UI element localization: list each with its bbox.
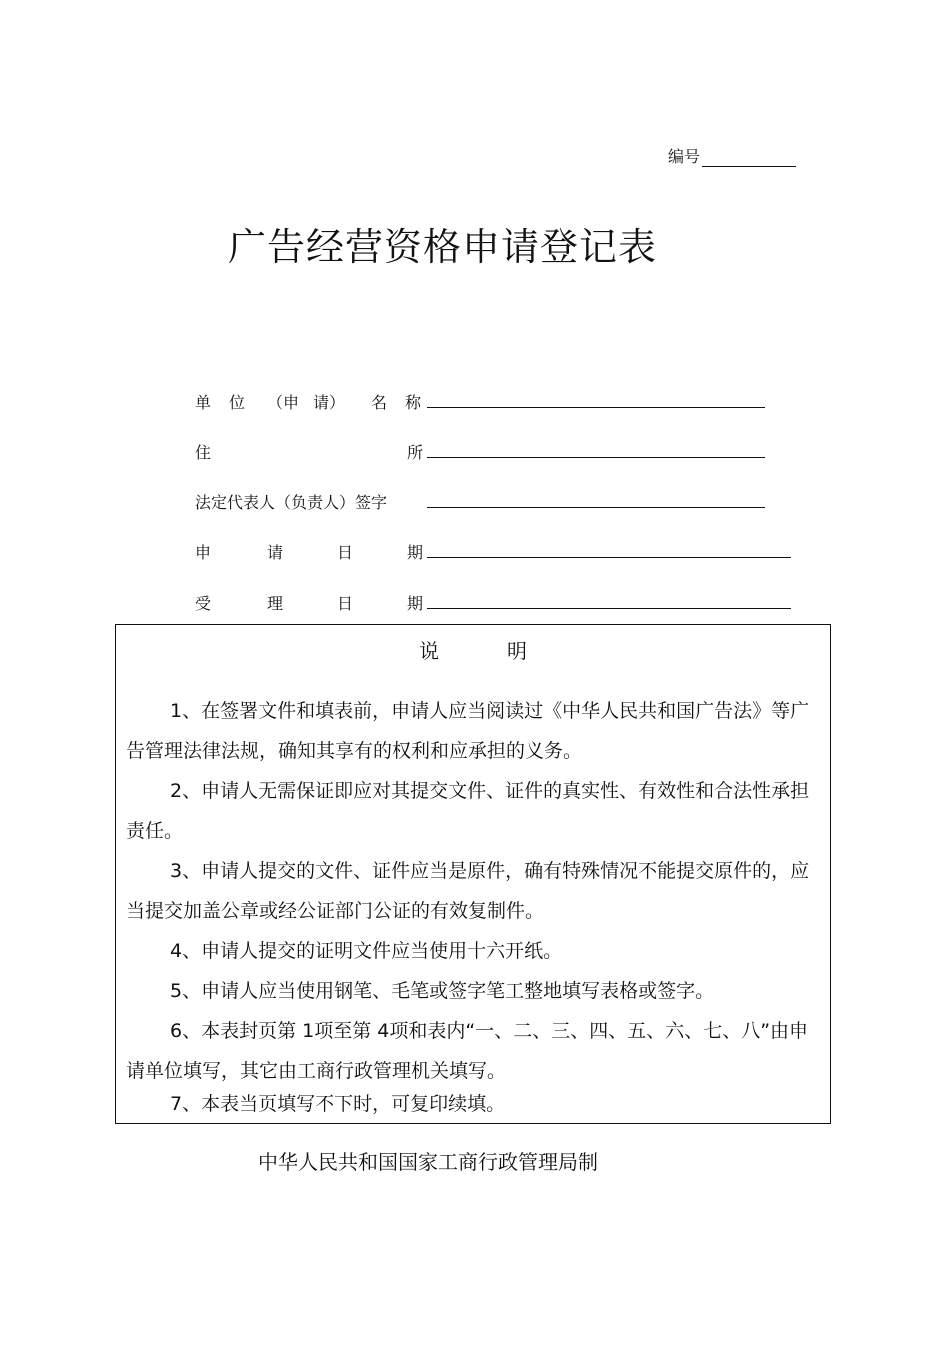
instruction-item: 2、申请人无需保证即应对其提交文件、证件的真实性、有效性和合法性承担责任。 [126, 780, 810, 842]
label-char: 日 [337, 543, 354, 562]
label-char: 日 [337, 594, 354, 613]
label-char: 单 [195, 393, 212, 412]
instructions-title [116, 635, 830, 664]
label-char: 期 [407, 543, 424, 562]
address-field[interactable] [427, 457, 765, 458]
label-char: 请 [267, 543, 284, 562]
label-char: 期 [407, 594, 424, 613]
serial-label: 编号 [668, 147, 701, 166]
label-char: 理 [267, 594, 284, 613]
apply-date-field[interactable] [427, 557, 791, 558]
instructions-title-left: 说 [419, 639, 439, 663]
instructions-box [115, 624, 831, 1124]
legal-rep-signature-field[interactable] [427, 507, 765, 508]
label-char: 称 [405, 393, 422, 412]
label-char: 申 [195, 543, 212, 562]
instruction-item: 6、本表封页第 1项至第 4项和表内“一、二、三、四、五、六、七、八”由申请单位填写，其它由工商行政管理机关填写。 [126, 1020, 809, 1082]
instruction-item: 3、申请人提交的文件、证件应当是原件，确有特殊情况不能提交原件的，应当提交加盖公章或经公证部门公证的有效复制件。 [126, 860, 810, 922]
label-char: 所 [407, 443, 424, 462]
apply-date-row [195, 540, 795, 562]
label-char: 受 [195, 594, 212, 613]
address-row [195, 440, 770, 462]
accept-date-field[interactable] [427, 608, 791, 609]
label-char: 住 [195, 443, 212, 462]
label-char: 名 [371, 393, 388, 412]
issuer-footer: 中华人民共和国国家工商行政管理局制 [258, 1150, 598, 1174]
unit-name-field[interactable] [427, 407, 765, 408]
legal-rep-label: 法定代表人（负责人）签字 [195, 493, 388, 512]
unit-name-row [195, 390, 770, 412]
label-char: 请） [313, 393, 346, 412]
page-title: 广告经营资格申请登记表 [228, 225, 658, 269]
label-char: 位 [229, 393, 246, 412]
serial-number-field[interactable] [702, 150, 796, 167]
instructions-title-right: 明 [507, 639, 527, 663]
instruction-item: 4、申请人提交的证明文件应当使用十六开纸。 [170, 940, 563, 962]
instruction-item: 5、申请人应当使用钢笔、毛笔或签字笔工整地填写表格或签字。 [170, 980, 715, 1002]
instruction-item: 1、在签署文件和填表前，申请人应当阅读过《中华人民共和国广告法》等广告管理法律法规，确知其享有的权利和应承担的义务。 [126, 700, 810, 762]
accept-date-row [195, 591, 795, 613]
instruction-item: 7、本表当页填写不下时，可复印续填。 [170, 1093, 506, 1115]
legal-rep-row [195, 490, 770, 512]
label-char: （申 [267, 393, 300, 412]
serial-number [668, 144, 796, 167]
